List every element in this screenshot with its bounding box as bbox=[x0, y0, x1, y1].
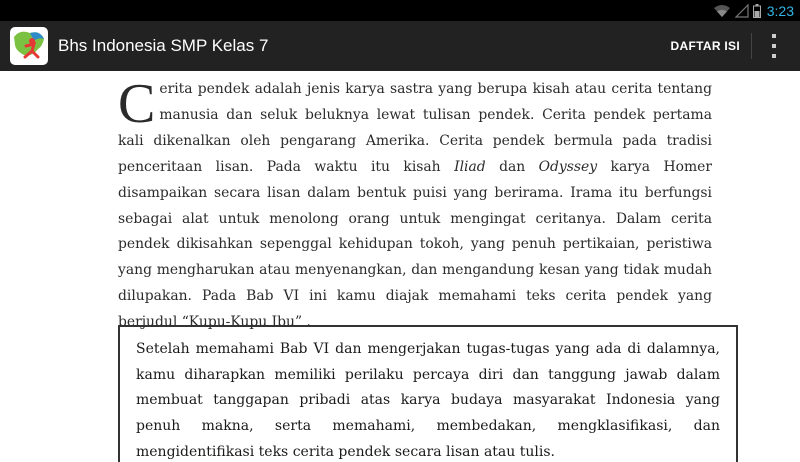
learning-goal-box bbox=[118, 325, 738, 462]
para-text-2: dan bbox=[485, 158, 539, 175]
page-content[interactable] bbox=[0, 71, 800, 462]
daftar-isi-button[interactable]: DAFTAR ISI bbox=[670, 39, 740, 53]
battery-icon bbox=[753, 4, 761, 18]
status-bar bbox=[0, 0, 800, 21]
status-clock: 3:23 bbox=[766, 2, 794, 19]
para-text-3: karya Homer disampaikan secara lisan dalam bentuk puisi yang berirama. Irama itu berfungsi sebagai alat untuk menolong orang untuk mengingat ceritanya. Dalam cerita pendek dikisahkan sepenggal kehidupan tokoh, yang penuh pertikaian, peristiwa yang mengharukan atau menyenangkan, dan mengandung kesan yang tidak mudah dilupakan. Pada Bab VI ini kamu diajak memahami teks cerita pendek yang berjudul “Kupu-Kupu Ibu” . bbox=[118, 158, 712, 331]
more-vertical-icon[interactable] bbox=[766, 34, 782, 58]
italic-iliad: Iliad bbox=[454, 158, 486, 175]
app-logo-icon[interactable] bbox=[10, 27, 48, 65]
status-icons bbox=[713, 0, 794, 21]
wifi-icon bbox=[713, 4, 731, 18]
action-bar-divider bbox=[751, 33, 752, 59]
app-title: Bhs Indonesia SMP Kelas 7 bbox=[58, 36, 269, 55]
action-bar bbox=[0, 21, 800, 71]
italic-odyssey: Odyssey bbox=[538, 158, 598, 175]
learning-goal-text: Setelah memahami Bab VI dan mengerjakan tugas-tugas yang ada di dalamnya, kamu diharapkan memiliki perilaku percaya diri dan tanggung jawab dalam membuat tanggapan pribadi atas karya budaya masyarakat Indonesia yang penuh makna, serta memahami, membedakan, mengklasifikasi, dan mengidentifikasi teks cerita pendek secara lisan atau tulis. bbox=[136, 341, 720, 460]
signal-icon bbox=[735, 4, 749, 18]
para-text-1: erita pendek adalah jenis karya sastra yang berupa kisah atau cerita tentang manusia dan seluk beluknya lewat tulisan pendek. Cerita pendek pertama kali dikenalkan oleh pengarang Amerika. Cerita pendek bermula pada tradisi penceritaan lisan. Pada waktu itu kisah bbox=[118, 81, 712, 175]
intro-paragraph bbox=[118, 73, 712, 336]
drop-cap: C bbox=[118, 73, 156, 135]
